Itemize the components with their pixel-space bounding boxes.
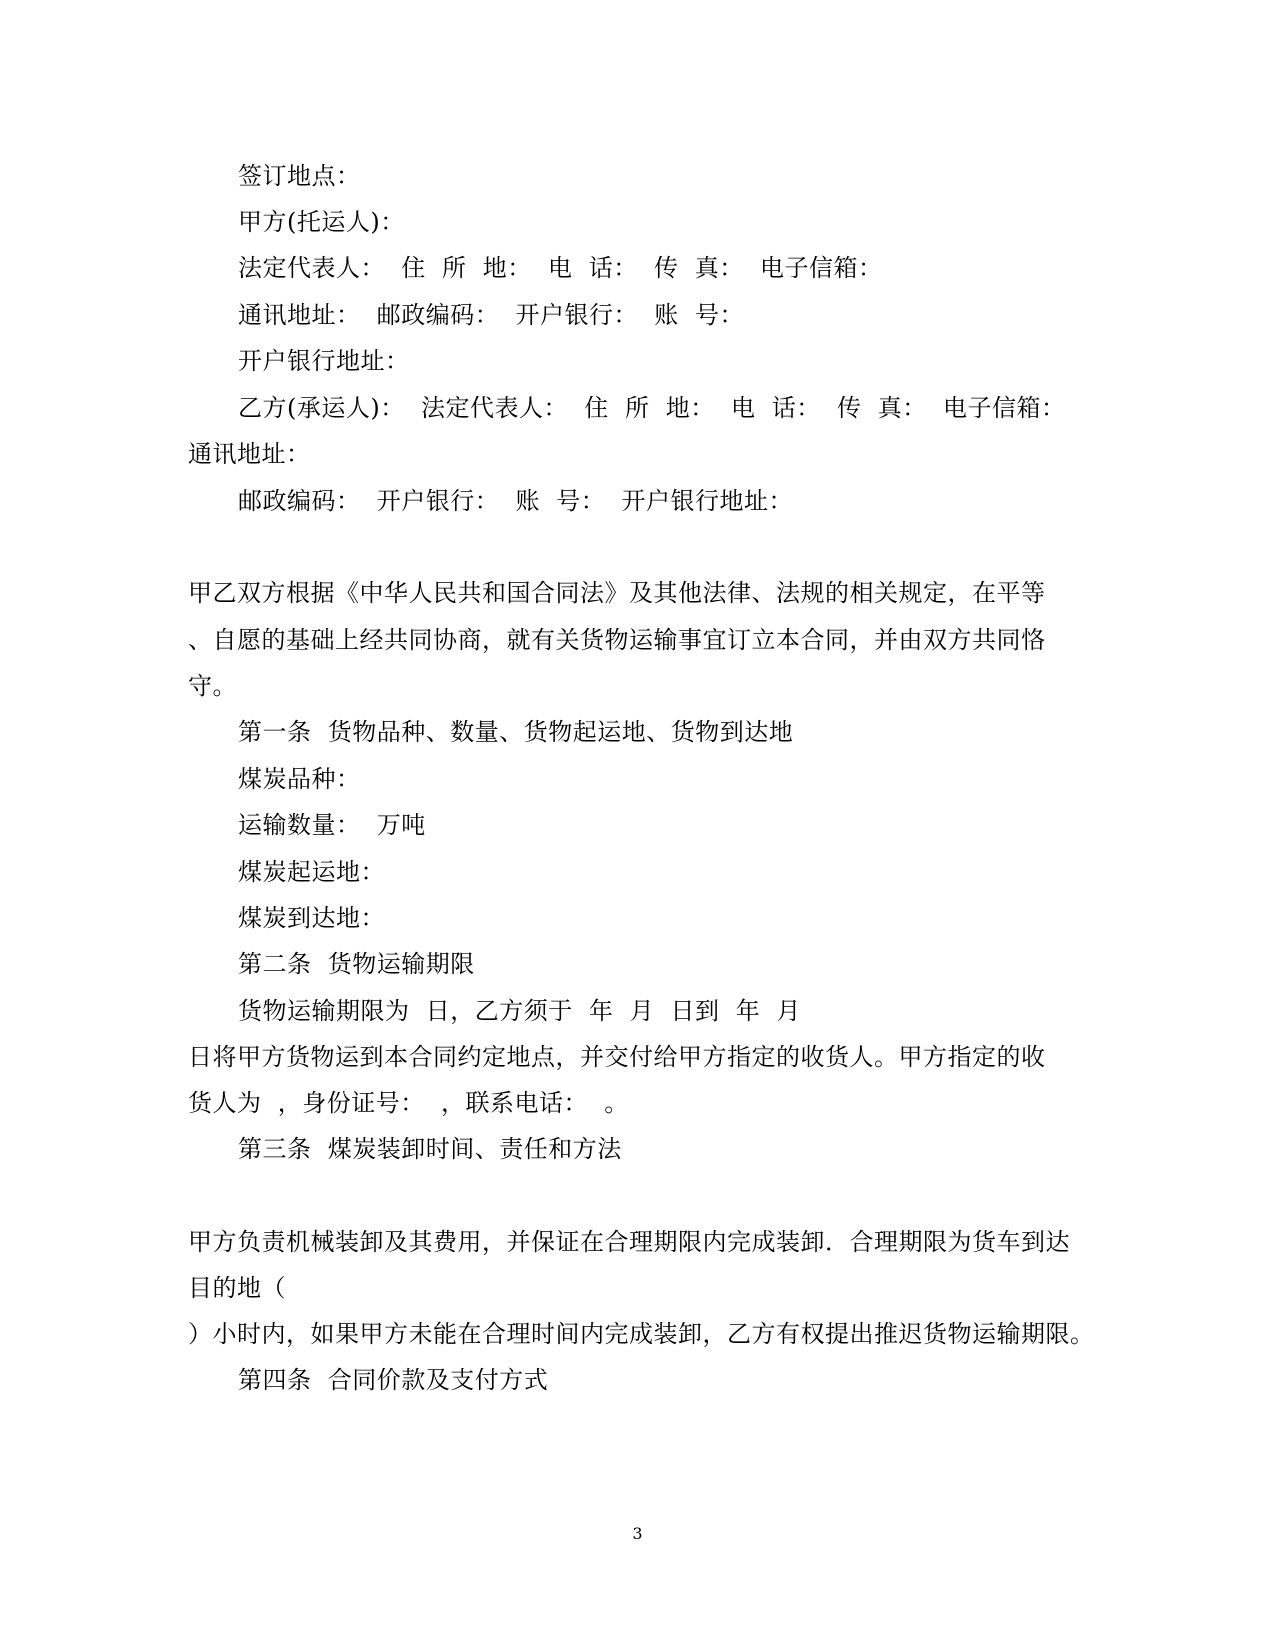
- coal-type-line: 煤炭品种：: [238, 765, 361, 793]
- loading-clause-line-1: 甲方负责机械装卸及其费用，并保证在合理期限内完成装卸．合理期限为货车到达: [188, 1228, 1070, 1256]
- loading-clause-line-2: 目的地（: [188, 1274, 286, 1302]
- page-number: 3: [632, 1524, 643, 1543]
- party-a-address-line: 通讯地址： 邮政编码： 开户银行： 账 号：: [238, 301, 745, 329]
- transport-quantity-line: 运输数量： 万吨: [238, 811, 426, 839]
- article-2-heading: 第二条 货物运输期限: [238, 950, 475, 978]
- party-b-line: 乙方(承运人)： 法定代表人： 住 所 地： 电 话： 传 真： 电子信箱：: [238, 394, 1066, 422]
- loading-clause-line-3: ）小时内，如果甲方未能在合理时间内完成装卸，乙方有权提出推迟货物运输期限。: [188, 1320, 1095, 1348]
- party-a-rep-line: 法定代表人： 住 所 地： 电 话： 传 真： 电子信箱：: [238, 254, 883, 282]
- preamble-line-2: 、自愿的基础上经共同协商，就有关货物运输事宜订立本合同，并由双方共同恪: [188, 626, 1046, 654]
- party-a-bank-line: 开户银行地址：: [238, 347, 410, 375]
- article-3-heading: 第三条 煤炭装卸时间、责任和方法: [238, 1135, 622, 1163]
- coal-destination-line: 煤炭到达地：: [238, 904, 385, 932]
- transport-period-line-3: 货人为 ，身份证号： ，联系电话： 。: [188, 1089, 629, 1117]
- article-4-heading: 第四条 合同价款及支付方式: [238, 1366, 549, 1394]
- transport-period-line-2: 日将甲方货物运到本合同约定地点，并交付给甲方指定的收货人。甲方指定的收: [188, 1043, 1046, 1071]
- signing-place-line: 签订地点：: [238, 162, 361, 190]
- party-a-line: 甲方(托运人)：: [238, 208, 405, 236]
- article-1-heading: 第一条 货物品种、数量、货物起运地、货物到达地: [238, 718, 794, 746]
- party-b-bank-line: 邮政编码： 开户银行： 账 号： 开户银行地址：: [238, 487, 794, 515]
- transport-period-line-1: 货物运输期限为 日，乙方须于 年 月 日到 年 月: [238, 997, 802, 1025]
- party-b-address-line: 通讯地址：: [188, 440, 311, 468]
- coal-origin-line: 煤炭起运地：: [238, 858, 385, 886]
- preamble-line-1: 甲乙双方根据《中华人民共和国合同法》及其他法律、法规的相关规定，在平等: [188, 579, 1046, 607]
- preamble-line-3: 守。: [188, 672, 237, 700]
